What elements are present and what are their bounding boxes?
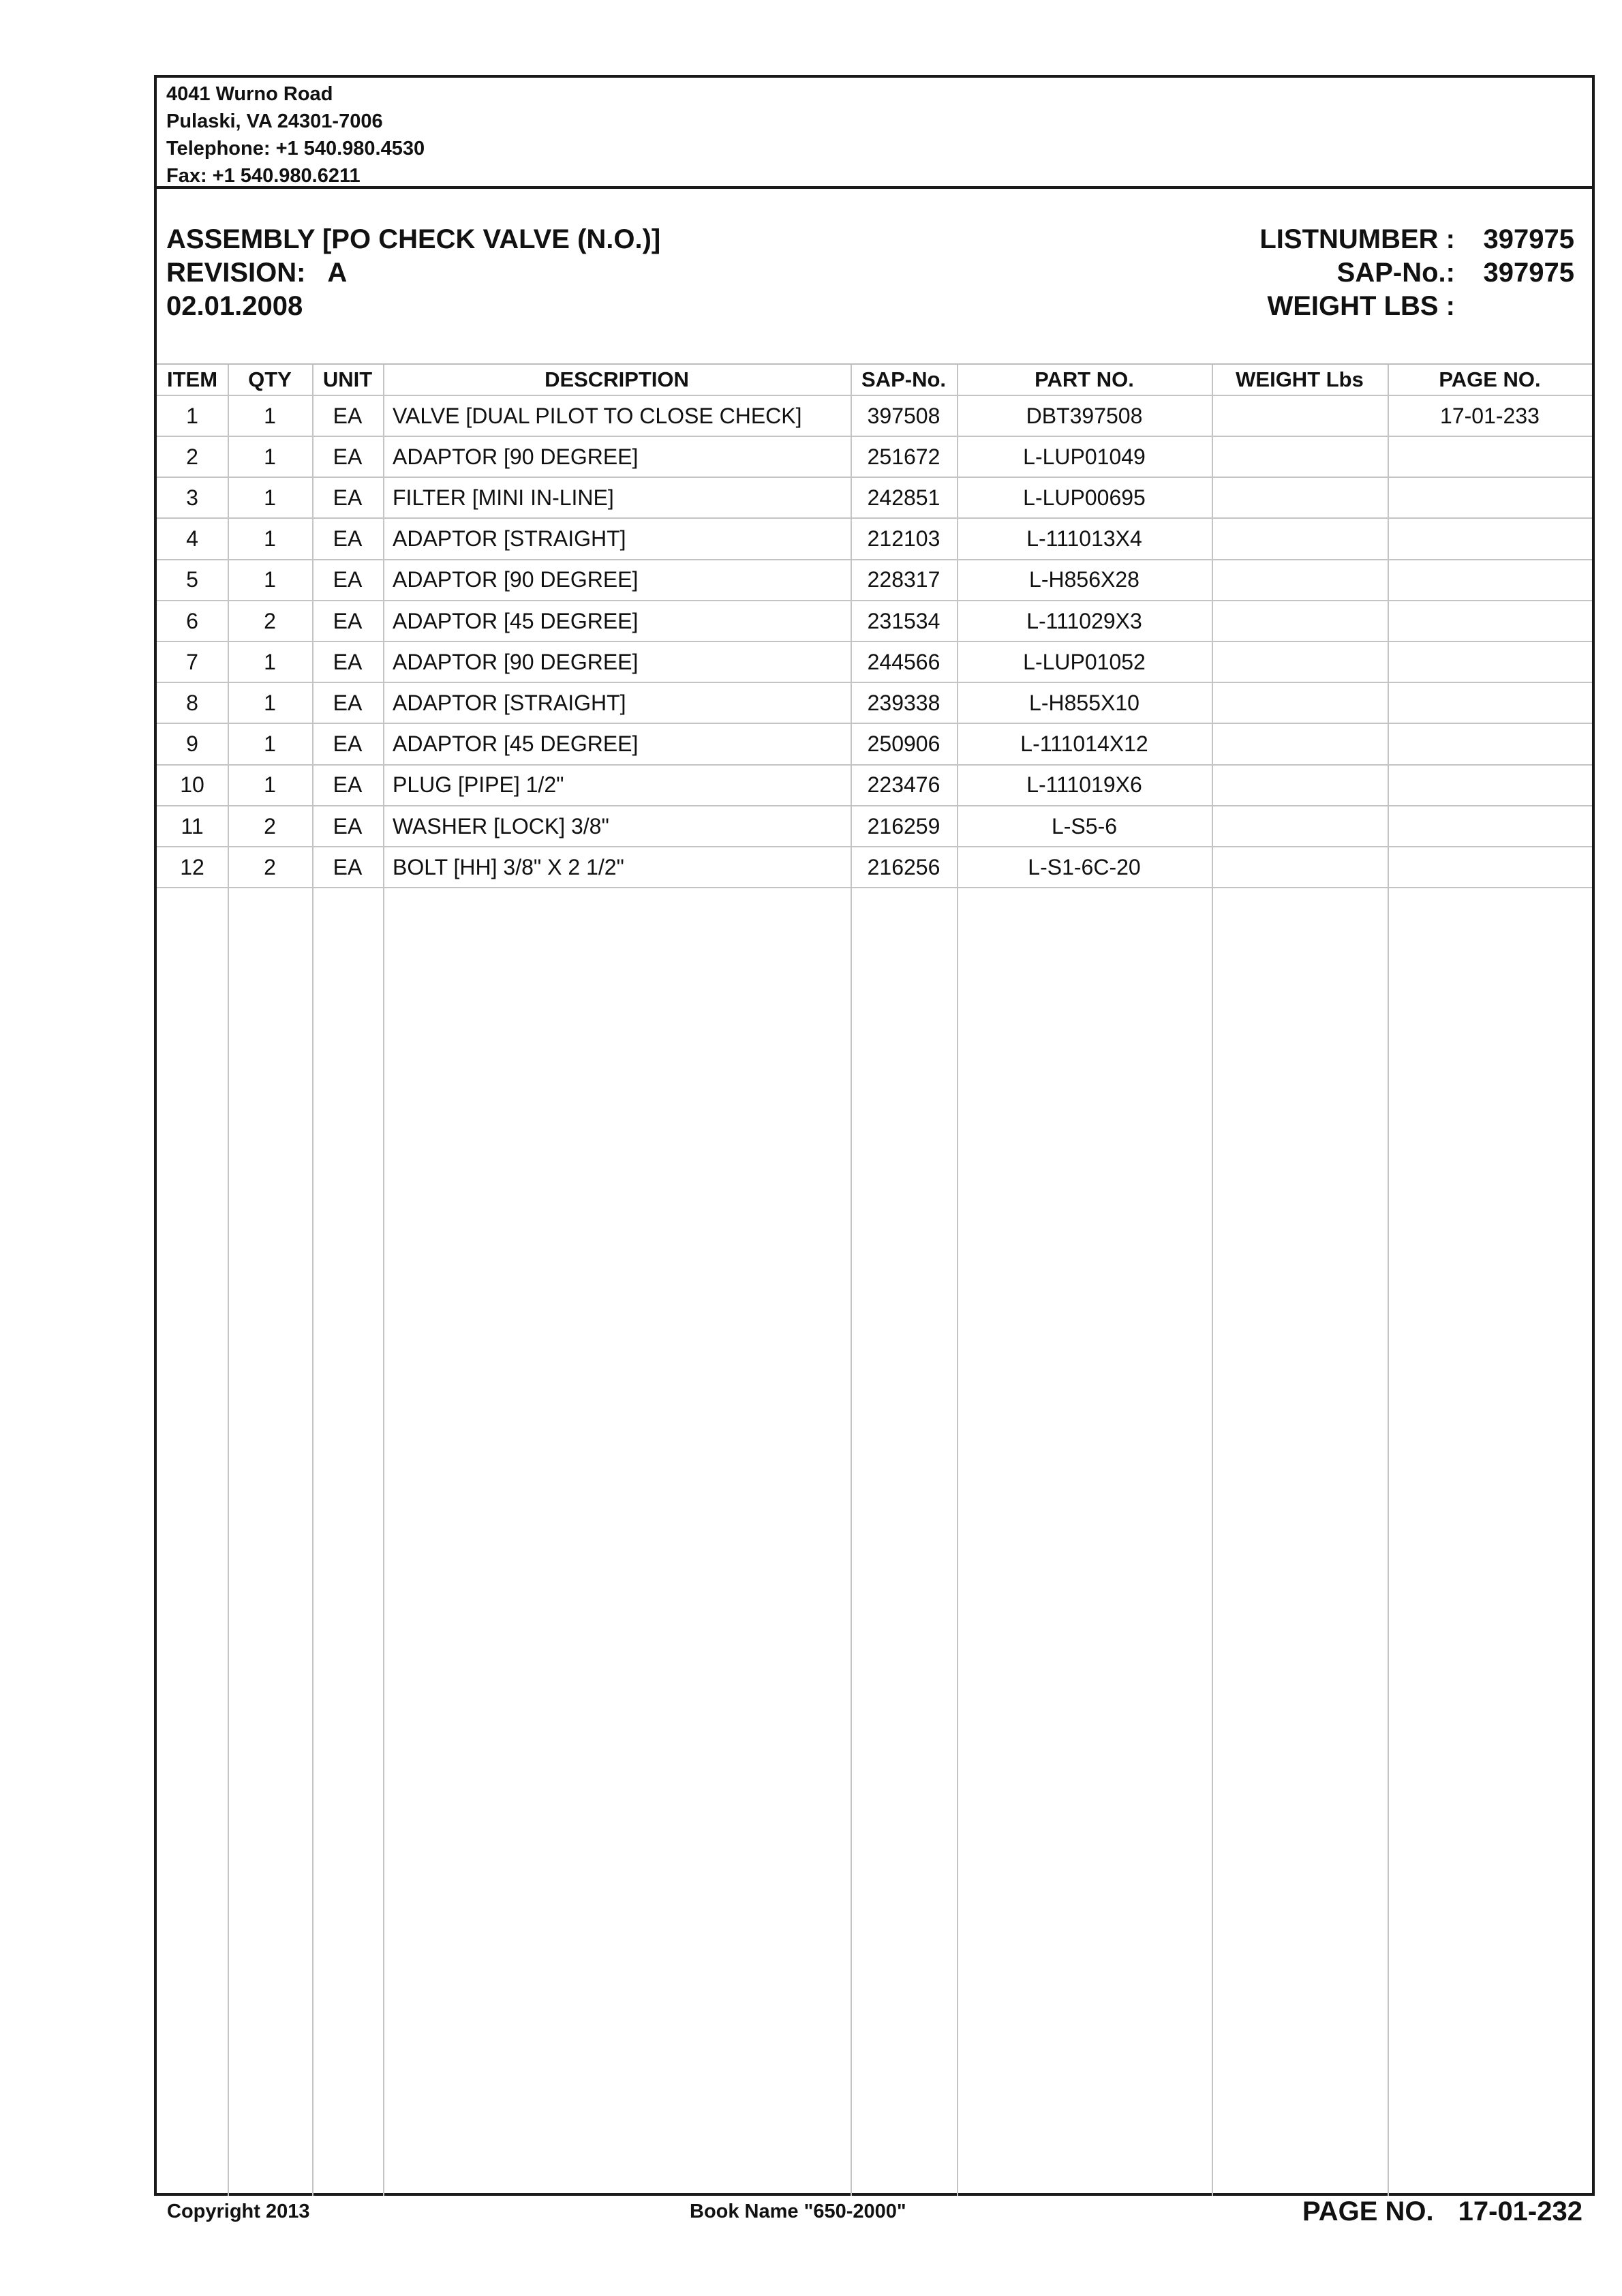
listnumber-value: 397975 bbox=[1483, 224, 1574, 254]
parts-table bbox=[157, 363, 1592, 2196]
cell-desc: ADAPTOR [45 DEGREE] bbox=[393, 608, 639, 633]
cell-sap: 223476 bbox=[867, 772, 940, 798]
cell-item: 7 bbox=[186, 649, 198, 674]
cell-item: 9 bbox=[186, 731, 198, 757]
cell-unit: EA bbox=[333, 485, 363, 510]
table-row bbox=[157, 766, 1592, 806]
weight-value bbox=[1455, 290, 1574, 323]
cell-sap: 216256 bbox=[867, 854, 940, 879]
listnumber-row bbox=[961, 223, 1574, 256]
cell-unit: EA bbox=[333, 444, 363, 469]
table-row bbox=[157, 642, 1592, 683]
cell-desc: ADAPTOR [STRAIGHT] bbox=[393, 526, 626, 552]
cell-desc: ADAPTOR [90 DEGREE] bbox=[393, 444, 639, 469]
cell-sap: 242851 bbox=[867, 485, 940, 510]
cell-qty: 1 bbox=[264, 772, 276, 798]
table-row bbox=[157, 601, 1592, 642]
table-row bbox=[157, 478, 1592, 519]
cell-part: L-111014X12 bbox=[1020, 731, 1148, 757]
cell-weight bbox=[1212, 683, 1388, 723]
cell-unit: EA bbox=[333, 813, 363, 839]
cell-desc: PLUG [PIPE] 1/2" bbox=[393, 772, 564, 798]
date: 02.01.2008 bbox=[166, 291, 303, 321]
cell-item: 1 bbox=[186, 403, 198, 428]
address-street: 4041 Wurno Road bbox=[166, 83, 333, 105]
table-row bbox=[157, 560, 1592, 601]
cell-part: L-LUP00695 bbox=[1023, 485, 1146, 510]
cell-page bbox=[1388, 519, 1592, 559]
header-description: DESCRIPTION bbox=[545, 367, 689, 391]
cell-desc: WASHER [LOCK] 3/8" bbox=[393, 813, 609, 839]
cell-sap: 228317 bbox=[867, 567, 940, 592]
header-qty: QTY bbox=[248, 367, 292, 391]
table-row bbox=[157, 437, 1592, 478]
cell-qty: 2 bbox=[264, 608, 276, 633]
cell-weight bbox=[1212, 478, 1388, 517]
cell-part: L-LUP01049 bbox=[1023, 444, 1146, 469]
cell-desc: ADAPTOR [90 DEGREE] bbox=[393, 649, 639, 674]
weight-row bbox=[961, 290, 1574, 323]
cell-item: 4 bbox=[186, 526, 198, 552]
cell-sap: 239338 bbox=[867, 690, 940, 715]
cell-weight bbox=[1212, 806, 1388, 846]
cell-qty: 1 bbox=[264, 403, 276, 428]
cell-weight bbox=[1212, 437, 1388, 477]
cell-sap: 216259 bbox=[867, 813, 940, 839]
page-number-value: 17-01-232 bbox=[1458, 2196, 1582, 2226]
cell-qty: 1 bbox=[264, 485, 276, 510]
header-weight: WEIGHT Lbs bbox=[1236, 367, 1364, 391]
page-frame bbox=[154, 75, 1595, 2196]
cell-desc: ADAPTOR [STRAIGHT] bbox=[393, 690, 626, 715]
cell-part: L-LUP01052 bbox=[1023, 649, 1146, 674]
cell-unit: EA bbox=[333, 526, 363, 552]
table-row bbox=[157, 396, 1592, 437]
cell-unit: EA bbox=[333, 567, 363, 592]
cell-part: L-111013X4 bbox=[1026, 526, 1142, 552]
cell-desc: VALVE [DUAL PILOT TO CLOSE CHECK] bbox=[393, 403, 802, 428]
table-row bbox=[157, 847, 1592, 888]
cell-page bbox=[1388, 847, 1592, 887]
cell-item: 5 bbox=[186, 567, 198, 592]
cell-weight bbox=[1212, 766, 1388, 805]
cell-item: 3 bbox=[186, 485, 198, 510]
cell-weight bbox=[1212, 847, 1388, 887]
cell-page bbox=[1388, 437, 1592, 477]
cell-item: 12 bbox=[180, 854, 204, 879]
assembly-title-block bbox=[166, 223, 1052, 323]
header-sap-no: SAP-No. bbox=[861, 367, 946, 391]
cell-page bbox=[1388, 683, 1592, 723]
cell-item: 8 bbox=[186, 690, 198, 715]
revision: REVISION: A bbox=[166, 258, 348, 288]
cell-desc: ADAPTOR [90 DEGREE] bbox=[393, 567, 639, 592]
cell-part: L-S1-6C-20 bbox=[1028, 854, 1141, 879]
cell-sap: 397508 bbox=[867, 403, 940, 428]
cell-page: 17-01-233 bbox=[1440, 403, 1540, 428]
address-fax: Fax: +1 540.980.6211 bbox=[166, 165, 361, 187]
cell-weight bbox=[1212, 396, 1388, 436]
cell-desc: FILTER [MINI IN-LINE] bbox=[393, 485, 614, 510]
cell-sap: 251672 bbox=[867, 444, 940, 469]
cell-unit: EA bbox=[333, 690, 363, 715]
cell-page bbox=[1388, 478, 1592, 517]
address-telephone: Telephone: +1 540.980.4530 bbox=[166, 138, 425, 160]
cell-qty: 1 bbox=[264, 649, 276, 674]
table-row bbox=[157, 519, 1592, 560]
cell-qty: 1 bbox=[264, 731, 276, 757]
cell-part: L-S5-6 bbox=[1051, 813, 1118, 839]
header-page-no: PAGE NO. bbox=[1439, 367, 1541, 391]
cell-sap: 244566 bbox=[867, 649, 940, 674]
table-row bbox=[157, 725, 1592, 766]
cell-part: L-111029X3 bbox=[1026, 608, 1142, 633]
cell-weight bbox=[1212, 601, 1388, 641]
header-item: ITEM bbox=[166, 367, 218, 391]
copyright: Copyright 2013 bbox=[167, 2201, 310, 2222]
page-number bbox=[1302, 2196, 1582, 2227]
cell-page bbox=[1388, 560, 1592, 600]
cell-part: L-H856X28 bbox=[1029, 567, 1139, 592]
book-name: Book Name "650-2000" bbox=[690, 2201, 906, 2222]
cell-sap: 212103 bbox=[867, 526, 940, 552]
listnumber-label: LISTNUMBER : bbox=[1259, 224, 1455, 254]
sap-value: 397975 bbox=[1483, 258, 1574, 288]
cell-page bbox=[1388, 806, 1592, 846]
address-block bbox=[157, 78, 1592, 189]
cell-item: 6 bbox=[186, 608, 198, 633]
cell-weight bbox=[1212, 642, 1388, 682]
cell-weight bbox=[1212, 725, 1388, 764]
table-header bbox=[157, 365, 1592, 396]
cell-qty: 2 bbox=[264, 813, 276, 839]
assembly-title: ASSEMBLY [PO CHECK VALVE (N.O.)] bbox=[166, 224, 661, 254]
page-number-label: PAGE NO. bbox=[1302, 2196, 1434, 2226]
cell-item: 11 bbox=[181, 813, 204, 839]
cell-unit: EA bbox=[333, 854, 363, 879]
cell-item: 2 bbox=[186, 444, 198, 469]
header-unit: UNIT bbox=[322, 367, 373, 391]
sap-label: SAP-No.: bbox=[1336, 258, 1455, 288]
cell-qty: 1 bbox=[264, 690, 276, 715]
header-part-no: PART NO. bbox=[1035, 367, 1134, 391]
cell-part: L-H855X10 bbox=[1029, 690, 1139, 715]
cell-unit: EA bbox=[333, 403, 363, 428]
cell-sap: 231534 bbox=[867, 608, 940, 633]
cell-page bbox=[1388, 601, 1592, 641]
cell-weight bbox=[1212, 519, 1388, 559]
cell-part: DBT397508 bbox=[1026, 403, 1143, 428]
cell-qty: 1 bbox=[264, 567, 276, 592]
table-row bbox=[157, 683, 1592, 724]
cell-unit: EA bbox=[333, 649, 363, 674]
cell-item: 10 bbox=[180, 772, 204, 798]
cell-qty: 1 bbox=[264, 526, 276, 552]
cell-qty: 1 bbox=[264, 444, 276, 469]
cell-unit: EA bbox=[333, 772, 363, 798]
cell-unit: EA bbox=[333, 731, 363, 757]
page-footer bbox=[0, 2196, 1622, 2237]
cell-page bbox=[1388, 766, 1592, 805]
cell-qty: 2 bbox=[264, 854, 276, 879]
cell-part: L-111019X6 bbox=[1026, 772, 1142, 798]
cell-unit: EA bbox=[333, 608, 363, 633]
list-info-block bbox=[961, 223, 1574, 323]
sap-row bbox=[961, 256, 1574, 290]
table-row bbox=[157, 806, 1592, 847]
weight-label: WEIGHT LBS : bbox=[1267, 291, 1455, 321]
cell-desc: BOLT [HH] 3/8" X 2 1/2" bbox=[393, 854, 624, 879]
cell-page bbox=[1388, 642, 1592, 682]
cell-desc: ADAPTOR [45 DEGREE] bbox=[393, 731, 639, 757]
address-city: Pulaski, VA 24301-7006 bbox=[166, 110, 383, 132]
cell-page bbox=[1388, 725, 1592, 764]
cell-weight bbox=[1212, 560, 1388, 600]
cell-sap: 250906 bbox=[867, 731, 940, 757]
